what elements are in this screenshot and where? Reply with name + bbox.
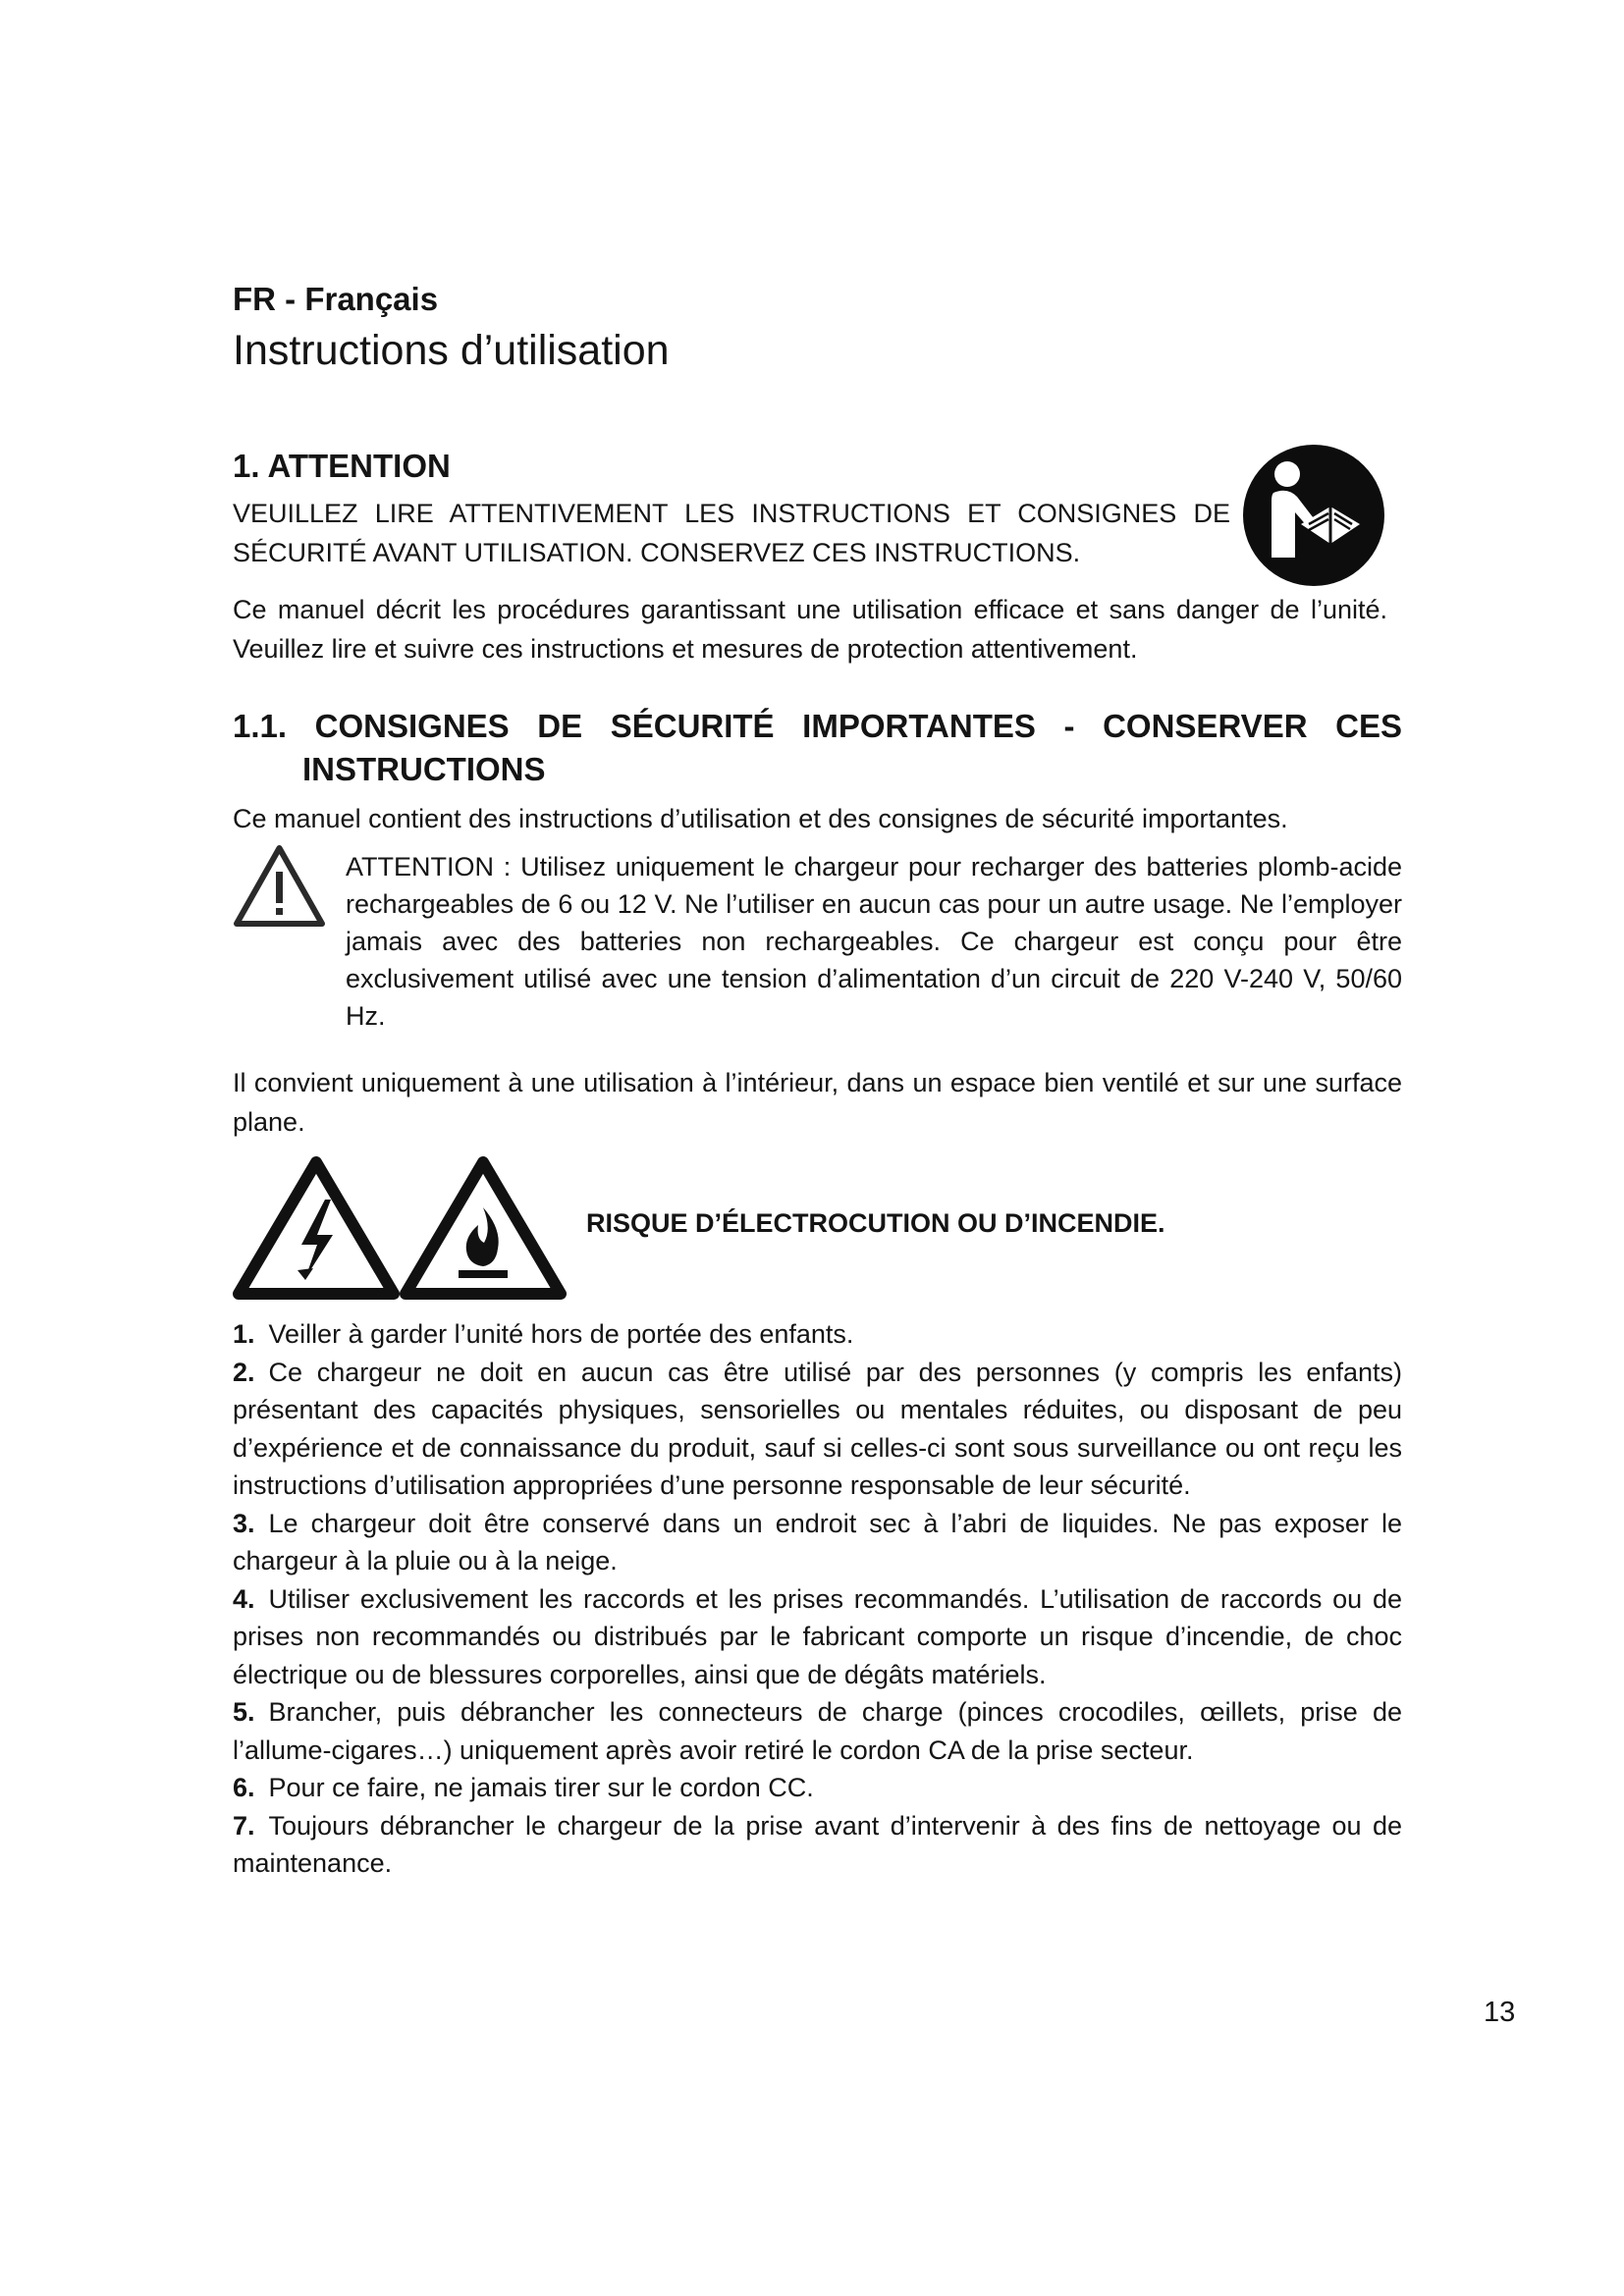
heading-word: DE xyxy=(537,708,583,744)
caps-notice-line-2: SÉCURITÉ AVANT UTILISATION. CONSERVEZ CES INSTRUCTIONS. xyxy=(233,538,1081,567)
list-item-number: 2. xyxy=(233,1357,255,1387)
risk-warning-label: RISQUE D’ÉLECTROCUTION OU D’INCENDIE. xyxy=(586,1208,1165,1238)
list-item xyxy=(233,1315,1402,1354)
section-1-1-intro: Ce manuel contient des instructions d’utilisation et des consignes de sécurité importantes. xyxy=(233,804,1288,833)
attention-notice: ATTENTION : Utilisez uniquement le chargeur pour recharger des batteries plomb-acide rechargeables de 6 ou 12 V. Ne l’utiliser en aucun cas pour un autre usage. Ne l’employer jamais avec des batteries non rechargeables. Ce chargeur est conçu pour être exclusivement utilisé avec une tension d’alimentation d’un circuit de 220 V-240 V, 50/60 Hz. xyxy=(346,852,1402,1031)
list-item-number: 7. xyxy=(233,1810,255,1841)
list-item-number: 4. xyxy=(233,1583,255,1614)
heading-word: CONSIGNES xyxy=(314,708,510,744)
language-label: FR - Français xyxy=(233,281,439,317)
safety-list xyxy=(233,1315,1402,1883)
section-1-paragraph: Ce manuel décrit les procédures garantissant une utilisation efficace et sans danger de l’unité. Veuillez lire et suivre ces instructions et mesures de protection attentivement. xyxy=(233,595,1387,664)
warning-triangle-icon xyxy=(233,844,326,928)
caps-notice-line-1: VEUILLEZ LIRE ATTENTIVEMENT LES INSTRUCTIONS ET CONSIGNES DE xyxy=(233,499,1230,528)
heading-line-2: INSTRUCTIONS xyxy=(302,751,546,787)
list-item-text: Toujours débrancher le chargeur de la prise avant d’intervenir à des fins de nettoyage ou de maintenance. xyxy=(233,1810,1402,1878)
list-item-number: 6. xyxy=(233,1773,255,1802)
fire-hazard-icon xyxy=(400,1156,567,1300)
list-item-text: Le chargeur doit être conservé dans un endroit sec à l’abri de liquides. Ne pas exposer le chargeur à la pluie ou à la neige. xyxy=(233,1508,1402,1575)
read-manual-icon xyxy=(1240,442,1387,589)
section-1-caps-notice xyxy=(233,494,1230,572)
heading-word: CES xyxy=(1335,708,1402,744)
indoor-use-notice: Il convient uniquement à une utilisation à l’intérieur, dans un espace bien ventilé et sur une surface plane. xyxy=(233,1068,1402,1137)
list-item xyxy=(233,1354,1402,1505)
list-item xyxy=(233,1769,1402,1807)
heading-word: SÉCURITÉ xyxy=(610,708,775,744)
document-title: Instructions d’utilisation xyxy=(233,327,670,374)
list-item-text: Veiller à garder l’unité hors de portée des enfants. xyxy=(268,1319,854,1349)
heading-word: CONSERVER xyxy=(1103,708,1308,744)
list-item-number: 1. xyxy=(233,1319,255,1349)
electric-hazard-icon xyxy=(233,1156,400,1300)
list-item-text: Utiliser exclusivement les raccords et les prises recommandés. L’utilisation de raccords ou de prises non recommandés ou distribués par le fabricant comporte un risque d’incendie, de choc électrique ou de blessures corporelles, ainsi que de dégâts matériels. xyxy=(233,1583,1402,1689)
heading-number: 1.1. xyxy=(233,708,288,744)
list-item-text: Ce chargeur ne doit en aucun cas être utilisé par des personnes (y compris les enfants) présentant des capacités physiques, sensorielles ou mentales réduites, ou disposant de peu d’expérience et de connaissance du produit, sauf si celles-ci sont sous surveillance ou ont reçu les instructions d’utilisation appropriées d’une personne responsable de leur sécurité. xyxy=(233,1357,1402,1500)
list-item-text: Pour ce faire, ne jamais tirer sur le cordon CC. xyxy=(268,1773,814,1802)
heading-word: IMPORTANTES xyxy=(802,708,1036,744)
list-item xyxy=(233,1693,1402,1769)
list-item xyxy=(233,1505,1402,1580)
list-item-text: Brancher, puis débrancher les connecteurs de charge (pinces crocodiles, œillets, prise de l’allume-cigares…) uniquement après avoir retiré le cordon CA de la prise secteur. xyxy=(233,1697,1402,1765)
list-item xyxy=(233,1807,1402,1883)
list-item-number: 3. xyxy=(233,1508,255,1538)
heading-word: - xyxy=(1063,708,1075,744)
page-number: 13 xyxy=(1484,1997,1516,2028)
section-1-1-heading xyxy=(233,705,1402,791)
section-1-heading: 1. ATTENTION xyxy=(233,448,451,484)
list-item-number: 5. xyxy=(233,1697,255,1727)
list-item xyxy=(233,1580,1402,1694)
